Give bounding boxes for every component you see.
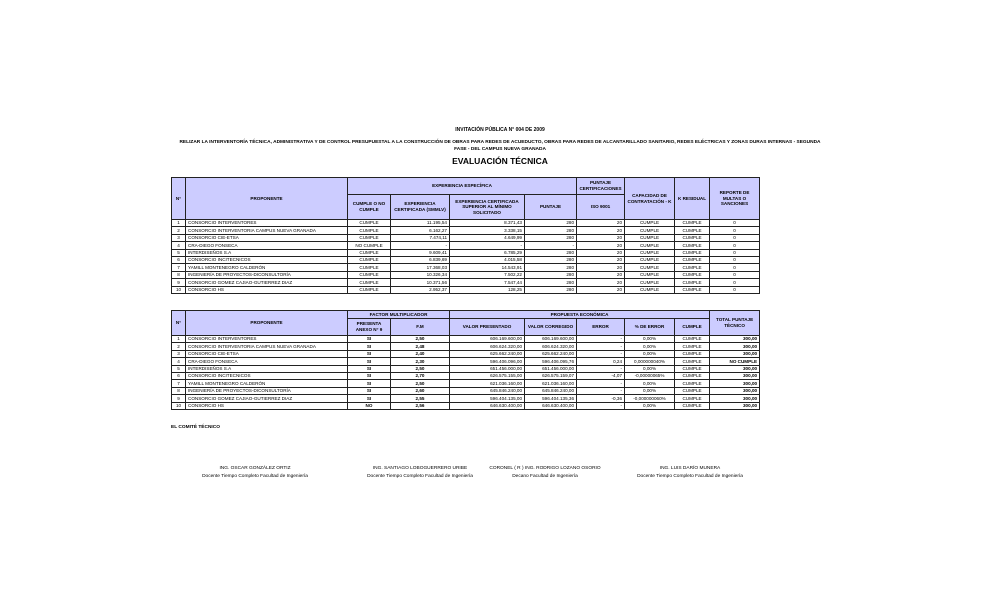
signature-name: ING. OSCAR GONZÁLEZ ORTIZ xyxy=(219,466,291,471)
cell-total: NO CUMPLE xyxy=(710,358,760,365)
cell-iso: 20 xyxy=(577,271,625,278)
cell-presenta: SI xyxy=(348,358,391,365)
cell-proponente: CONSORCIO INTERVENTORIA CAMPUS NUEVA GRANADA xyxy=(186,343,348,350)
cell-total: 300,00 xyxy=(710,372,760,379)
cell-valor-corregido: 646.630.400,00 xyxy=(525,402,577,409)
cell-capacidad: CUMPLE xyxy=(625,286,675,293)
cell-capacidad: CUMPLE xyxy=(625,234,675,241)
technical-evaluation-table xyxy=(171,177,760,294)
cell-puntaje: 280 xyxy=(525,286,577,293)
cell-exp-cert: 6.162,27 xyxy=(391,227,450,234)
cell-puntaje: 280 xyxy=(525,249,577,256)
cell-exp-cert: 2.952,37 xyxy=(391,286,450,293)
cell-total: 300,00 xyxy=(710,395,760,402)
cell-puntaje: 280 xyxy=(525,227,577,234)
cell-proponente: CONSORCIO GOMEZ CAJIAO-GUTIERREZ DIAZ xyxy=(186,279,348,286)
cell-proponente: YAMILL MONTENEGRO CALDERÓN xyxy=(186,380,348,387)
invitation-title: INVITACIÓN PÚBLICA N° 004 DE 2009 xyxy=(455,127,545,133)
cell-reporte: 0 xyxy=(710,264,760,271)
cell-pct-error: 0,00% xyxy=(625,350,675,357)
cell-iso: 20 xyxy=(577,279,625,286)
cell-exp-sup: 7.502,22 xyxy=(450,271,525,278)
table-row xyxy=(172,358,760,365)
table-row xyxy=(172,264,760,271)
cell-valor-corregido: 606.624.320,00 xyxy=(525,343,577,350)
signature-4 xyxy=(615,465,765,481)
cell-capacidad: CUMPLE xyxy=(625,220,675,227)
cell-total: 300,00 xyxy=(710,350,760,357)
col2-fm: F.M xyxy=(391,319,450,336)
cell-fm: 2,48 xyxy=(391,343,450,350)
cell-presenta: SI xyxy=(348,395,391,402)
cell-pct-error: 0,00% xyxy=(625,336,675,343)
cell-k-residual: CUMPLE xyxy=(675,279,710,286)
table-row xyxy=(172,336,760,343)
cell-exp-sup: 7.547,44 xyxy=(450,279,525,286)
cell-reporte: 0 xyxy=(710,227,760,234)
cell-error: - xyxy=(577,350,625,357)
cell-reporte: 0 xyxy=(710,256,760,263)
cell-error: - xyxy=(577,380,625,387)
signature-role: Docente Tiempo Completo Facultad de Ingeniería xyxy=(367,474,473,479)
cell-cumple: CUMPLE xyxy=(348,271,391,278)
cell-reporte: 0 xyxy=(710,234,760,241)
table-row xyxy=(172,271,760,278)
cell-proponente: YAMILL MONTENEGRO CALDERÓN xyxy=(186,264,348,271)
cell-k-residual: CUMPLE xyxy=(675,271,710,278)
cell-exp-sup: 4.015,58 xyxy=(450,256,525,263)
cell-cumple: CUMPLE xyxy=(675,350,710,357)
cell-cumple: CUMPLE xyxy=(675,372,710,379)
cell-total: 300,00 xyxy=(710,402,760,409)
cell-error: -4,07 xyxy=(577,372,625,379)
table-row xyxy=(172,249,760,256)
cell-proponente: CRA-DIEGO FONSECA xyxy=(186,358,348,365)
cell-cumple: CUMPLE xyxy=(348,286,391,293)
cell-reporte: 0 xyxy=(710,242,760,249)
cell-fm: 2,50 xyxy=(391,336,450,343)
cell-k-residual: CUMPLE xyxy=(675,220,710,227)
cell-error: 0,24 xyxy=(577,358,625,365)
cell-presenta: SI xyxy=(348,343,391,350)
cell-error: - xyxy=(577,365,625,372)
table-row xyxy=(172,402,760,409)
cell-presenta: NO xyxy=(348,402,391,409)
cell-exp-sup: 14.543,91 xyxy=(450,264,525,271)
cell-fm: 2,50 xyxy=(391,365,450,372)
cell-cumple: NO CUMPLE xyxy=(348,242,391,249)
cell-pct-error: 0,00% xyxy=(625,380,675,387)
cell-iso: 20 xyxy=(577,234,625,241)
cell-capacidad: CUMPLE xyxy=(625,264,675,271)
cell-pct-error: 0,00% xyxy=(625,402,675,409)
cell-presenta: SI xyxy=(348,365,391,372)
cell-proponente: INTERDISEÑOS S.A xyxy=(186,249,348,256)
table-row xyxy=(172,220,760,227)
cell-total: 300,00 xyxy=(710,343,760,350)
cell-fm: 2,70 xyxy=(391,372,450,379)
signature-name: ING. LUIS DARÍO MUNERA xyxy=(659,466,721,471)
cell-total: 300,00 xyxy=(710,387,760,394)
cell-fm: 2,60 xyxy=(391,387,450,394)
cell-cumple: CUMPLE xyxy=(675,365,710,372)
cell-cumple: CUMPLE xyxy=(348,234,391,241)
cell-total: 300,00 xyxy=(710,365,760,372)
cell-iso: 20 xyxy=(577,220,625,227)
cell-no: 9 xyxy=(172,395,186,402)
col-cumple: CUMPLE O NO CUMPLE xyxy=(348,195,391,220)
cell-exp-sup: 128,25 xyxy=(450,286,525,293)
cell-valor-corregido: 596.406.095,76 xyxy=(525,358,577,365)
cell-exp-cert: 17.368,03 xyxy=(391,264,450,271)
cell-k-residual: CUMPLE xyxy=(675,234,710,241)
col2-cumple: CUMPLE xyxy=(675,319,710,336)
col2-valor-corregido: VALOR CORREGIDO xyxy=(525,319,577,336)
col-proponente: PROPONENTE xyxy=(186,178,348,220)
cell-no: 6 xyxy=(172,372,186,379)
cell-proponente: CONSORCIO INTERVENTORES xyxy=(186,220,348,227)
col2-presenta: PRESENTA ANEXO N° 9 xyxy=(348,319,391,336)
cell-puntaje: 280 xyxy=(525,220,577,227)
cell-exp-sup: 8.371,43 xyxy=(450,220,525,227)
cell-no: 10 xyxy=(172,286,186,293)
cell-exp-cert: 10.326,34 xyxy=(391,271,450,278)
table-row xyxy=(172,227,760,234)
col-capacidad: CAPACIDAD DE CONTRATACIÓN - K xyxy=(625,178,675,220)
col-exp-sup: EXPERIENCIA CERTIFICADA SUPERIOR AL MÍNIMO SOLICITADO xyxy=(450,195,525,220)
col-group-experiencia: EXPERIENCIA ESPECÍFICA xyxy=(348,178,577,195)
cell-capacidad: CUMPLE xyxy=(625,279,675,286)
subject-line-1: RELIZAR LA INTERVENTORÍA TÉCNICA, ADMINISTRATIVA Y DE CONTROL PRESUPUESTAL A LA CONSTRUCCIÓN DE OBRAS PARA REDES DE ACUEDUCTO, OBRAS PARA REDES DE ALCANTARILLADO SANITARIO, REDES ELÉCTRICAS Y ZONAS DURAS INTERNAS - SEGUNDA xyxy=(179,140,821,145)
col-exp-cert: EXPERIENCIA CERTIFICADA (SMMLV) xyxy=(391,195,450,220)
cell-presenta: SI xyxy=(348,387,391,394)
col-reporte: REPORTE DE MULTAS O SANCIONES xyxy=(710,178,760,220)
cell-cumple: CUMPLE xyxy=(348,264,391,271)
cell-cumple: CUMPLE xyxy=(348,249,391,256)
cell-reporte: 0 xyxy=(710,286,760,293)
cell-puntaje: 280 xyxy=(525,271,577,278)
cell-presenta: SI xyxy=(348,380,391,387)
cell-cumple: CUMPLE xyxy=(348,279,391,286)
table-row xyxy=(172,279,760,286)
table-row xyxy=(172,256,760,263)
cell-valor-presentado: 606.624.320,00 xyxy=(450,343,525,350)
cell-presenta: SI xyxy=(348,372,391,379)
cell-pct-error: -0,00000065% xyxy=(625,372,675,379)
col2-proponente: PROPONENTE xyxy=(186,311,348,336)
signature-role: Docente Tiempo Completo Facultad de Ingeniería xyxy=(637,474,743,479)
cell-proponente: CONSORCIO GOMEZ CAJIAO-GUTIERREZ DIAZ xyxy=(186,395,348,402)
cell-capacidad: CUMPLE xyxy=(625,249,675,256)
col-k-residual: K RESIDUAL xyxy=(675,178,710,220)
cell-iso: 20 xyxy=(577,227,625,234)
cell-cumple: CUMPLE xyxy=(675,380,710,387)
cell-pct-error: 0,00% xyxy=(625,387,675,394)
cell-proponente: INGENIERÍA DE PROYECTOS-DICONSULTORÍA xyxy=(186,271,348,278)
cell-error: -0,36 xyxy=(577,395,625,402)
cell-no: 3 xyxy=(172,350,186,357)
cell-no: 7 xyxy=(172,264,186,271)
signature-1 xyxy=(180,465,330,481)
cell-cumple: CUMPLE xyxy=(348,256,391,263)
cell-proponente: CONSORCIO HS xyxy=(186,286,348,293)
cell-proponente: CONSORCIO INTERVENTORES xyxy=(186,336,348,343)
signature-name: CORONEL ( R ) ING. RODRIGO LOZANO OSORIO xyxy=(489,466,601,471)
table-row xyxy=(172,343,760,350)
table-row xyxy=(172,395,760,402)
cell-capacidad: CUMPLE xyxy=(625,242,675,249)
cell-valor-corregido: 621.036.160,00 xyxy=(525,380,577,387)
cell-cumple: CUMPLE xyxy=(348,220,391,227)
col-no: N° xyxy=(172,178,186,220)
cell-capacidad: CUMPLE xyxy=(625,227,675,234)
cell-no: 10 xyxy=(172,402,186,409)
cell-reporte: 0 xyxy=(710,249,760,256)
cell-error: - xyxy=(577,343,625,350)
table-row xyxy=(172,350,760,357)
table-row xyxy=(172,286,760,293)
cell-exp-sup: 6.785,29 xyxy=(450,249,525,256)
signature-role: Decano Facultad de Ingeniería xyxy=(512,474,578,479)
cell-no: 5 xyxy=(172,249,186,256)
cell-pct-error: 0,00% xyxy=(625,365,675,372)
cell-valor-presentado: 621.036.160,00 xyxy=(450,380,525,387)
col2-valor-presentado: VALOR PRESENTADO xyxy=(450,319,525,336)
cell-proponente: CONSORCIO CIE-ETSA xyxy=(186,350,348,357)
cell-k-residual: CUMPLE xyxy=(675,242,710,249)
col2-pct-error: % DE ERROR xyxy=(625,319,675,336)
cell-proponente: CONSORCIO INCITECNICOS xyxy=(186,372,348,379)
cell-k-residual: CUMPLE xyxy=(675,256,710,263)
cell-exp-cert: 11.195,54 xyxy=(391,220,450,227)
cell-valor-presentado: 596.406.096,00 xyxy=(450,358,525,365)
cell-no: 4 xyxy=(172,358,186,365)
col2-total: TOTAL PUNTAJE TÉCNICO xyxy=(710,311,760,336)
cell-total: 300,00 xyxy=(710,336,760,343)
cell-no: 4 xyxy=(172,242,186,249)
signature-role: Docente Tiempo Completo Facultad de Ingeniería xyxy=(202,474,308,479)
cell-valor-presentado: 626.575.155,00 xyxy=(450,372,525,379)
cell-presenta: SI xyxy=(348,336,391,343)
cell-iso: 20 xyxy=(577,256,625,263)
cell-pct-error: 0,000000040% xyxy=(625,358,675,365)
cell-fm: 2,50 xyxy=(391,380,450,387)
cell-proponente: CRA-DIEGO FONSECA xyxy=(186,242,348,249)
cell-valor-corregido: 645.846.240,00 xyxy=(525,387,577,394)
cell-presenta: SI xyxy=(348,350,391,357)
cell-k-residual: CUMPLE xyxy=(675,227,710,234)
cell-no: 8 xyxy=(172,387,186,394)
cell-no: 7 xyxy=(172,380,186,387)
cell-puntaje: 280 xyxy=(525,256,577,263)
committee-label: EL COMITÉ TÉCNICO xyxy=(171,425,220,430)
cell-valor-presentado: 606.169.600,00 xyxy=(450,336,525,343)
cell-proponente: INTERDISEÑOS S.A xyxy=(186,365,348,372)
cell-valor-corregido: 596.404.135,36 xyxy=(525,395,577,402)
cell-no: 1 xyxy=(172,336,186,343)
page-title: EVALUACIÓN TÉCNICA xyxy=(452,156,548,166)
cell-fm: 2,55 xyxy=(391,395,450,402)
cell-puntaje: 280 xyxy=(525,234,577,241)
cell-iso: 20 xyxy=(577,242,625,249)
cell-valor-corregido: 626.575.159,07 xyxy=(525,372,577,379)
signature-3 xyxy=(470,465,620,481)
signature-name: ING. SANTIAGO LOBOGUERRERO URIBE xyxy=(372,466,468,471)
cell-proponente: CONSORCIO CIE-ETSA xyxy=(186,234,348,241)
table-row xyxy=(172,234,760,241)
table-row xyxy=(172,372,760,379)
cell-k-residual: CUMPLE xyxy=(675,249,710,256)
cell-no: 8 xyxy=(172,271,186,278)
cell-k-residual: CUMPLE xyxy=(675,286,710,293)
cell-cumple: CUMPLE xyxy=(675,395,710,402)
cell-cumple: CUMPLE xyxy=(675,358,710,365)
col-puntaje-cert: PUNTAJE CERTIFICACIONES xyxy=(577,178,625,195)
cell-puntaje: - xyxy=(525,242,577,249)
cell-error: - xyxy=(577,336,625,343)
col2-no: N° xyxy=(172,311,186,336)
cell-cumple: CUMPLE xyxy=(675,336,710,343)
cell-capacidad: CUMPLE xyxy=(625,256,675,263)
cell-total: 300,00 xyxy=(710,380,760,387)
subject-line-2: FASE - DEL CAMPUS NUEVA GRANADA xyxy=(454,147,546,152)
cell-fm: 2,30 xyxy=(391,358,450,365)
cell-valor-presentado: 596.404.135,00 xyxy=(450,395,525,402)
cell-cumple: CUMPLE xyxy=(675,387,710,394)
table-row xyxy=(172,387,760,394)
cell-fm: 2,40 xyxy=(391,350,450,357)
cell-iso: 20 xyxy=(577,249,625,256)
col2-group-propuesta: PROPUESTA ECONÓMICA xyxy=(450,311,710,319)
cell-no: 6 xyxy=(172,256,186,263)
cell-cumple: CUMPLE xyxy=(348,227,391,234)
cell-iso: 20 xyxy=(577,264,625,271)
cell-no: 2 xyxy=(172,227,186,234)
cell-puntaje: 280 xyxy=(525,279,577,286)
economic-evaluation-table xyxy=(171,310,760,410)
cell-puntaje: 280 xyxy=(525,264,577,271)
table-row xyxy=(172,242,760,249)
cell-valor-presentado: 625.662.240,00 xyxy=(450,350,525,357)
cell-pct-error: -0,000000060% xyxy=(625,395,675,402)
cell-proponente: CONSORCIO INCITECNICOS xyxy=(186,256,348,263)
col2-group-factor: FACTOR MULTIPLICADOR xyxy=(348,311,450,319)
table-row xyxy=(172,365,760,372)
cell-exp-sup: 4.649,99 xyxy=(450,234,525,241)
col2-error: ERROR xyxy=(577,319,625,336)
cell-capacidad: CUMPLE xyxy=(625,271,675,278)
cell-no: 3 xyxy=(172,234,186,241)
cell-exp-cert: 7.474,11 xyxy=(391,234,450,241)
cell-error: - xyxy=(577,402,625,409)
cell-valor-corregido: 625.662.240,00 xyxy=(525,350,577,357)
cell-exp-cert: - xyxy=(391,242,450,249)
col-puntaje: PUNTAJE xyxy=(525,195,577,220)
cell-valor-corregido: 651.456.000,00 xyxy=(525,365,577,372)
cell-valor-corregido: 606.169.600,00 xyxy=(525,336,577,343)
cell-no: 1 xyxy=(172,220,186,227)
cell-valor-presentado: 645.846.240,00 xyxy=(450,387,525,394)
cell-pct-error: 0,00% xyxy=(625,343,675,350)
cell-exp-cert: 9.609,41 xyxy=(391,249,450,256)
cell-cumple: CUMPLE xyxy=(675,343,710,350)
cell-proponente: CONSORCIO HS xyxy=(186,402,348,409)
cell-valor-presentado: 646.630.400,00 xyxy=(450,402,525,409)
cell-k-residual: CUMPLE xyxy=(675,264,710,271)
col-iso: ISO 9001 xyxy=(577,195,625,220)
table-row xyxy=(172,380,760,387)
cell-reporte: 0 xyxy=(710,271,760,278)
cell-no: 5 xyxy=(172,365,186,372)
cell-fm: 2,56 xyxy=(391,402,450,409)
cell-exp-sup: - xyxy=(450,242,525,249)
cell-proponente: INGENIERÍA DE PROYECTOS-DICONSULTORÍA xyxy=(186,387,348,394)
cell-no: 2 xyxy=(172,343,186,350)
cell-no: 9 xyxy=(172,279,186,286)
cell-exp-sup: 3.338,15 xyxy=(450,227,525,234)
cell-exp-cert: 6.839,69 xyxy=(391,256,450,263)
cell-cumple: CUMPLE xyxy=(675,402,710,409)
cell-reporte: 0 xyxy=(710,220,760,227)
cell-iso: 20 xyxy=(577,286,625,293)
cell-exp-cert: 10.371,56 xyxy=(391,279,450,286)
cell-proponente: CONSORCIO INTERVENTORIA CAMPUS NUEVA GRANADA xyxy=(186,227,348,234)
cell-error: - xyxy=(577,387,625,394)
cell-valor-presentado: 651.456.000,00 xyxy=(450,365,525,372)
cell-reporte: 0 xyxy=(710,279,760,286)
